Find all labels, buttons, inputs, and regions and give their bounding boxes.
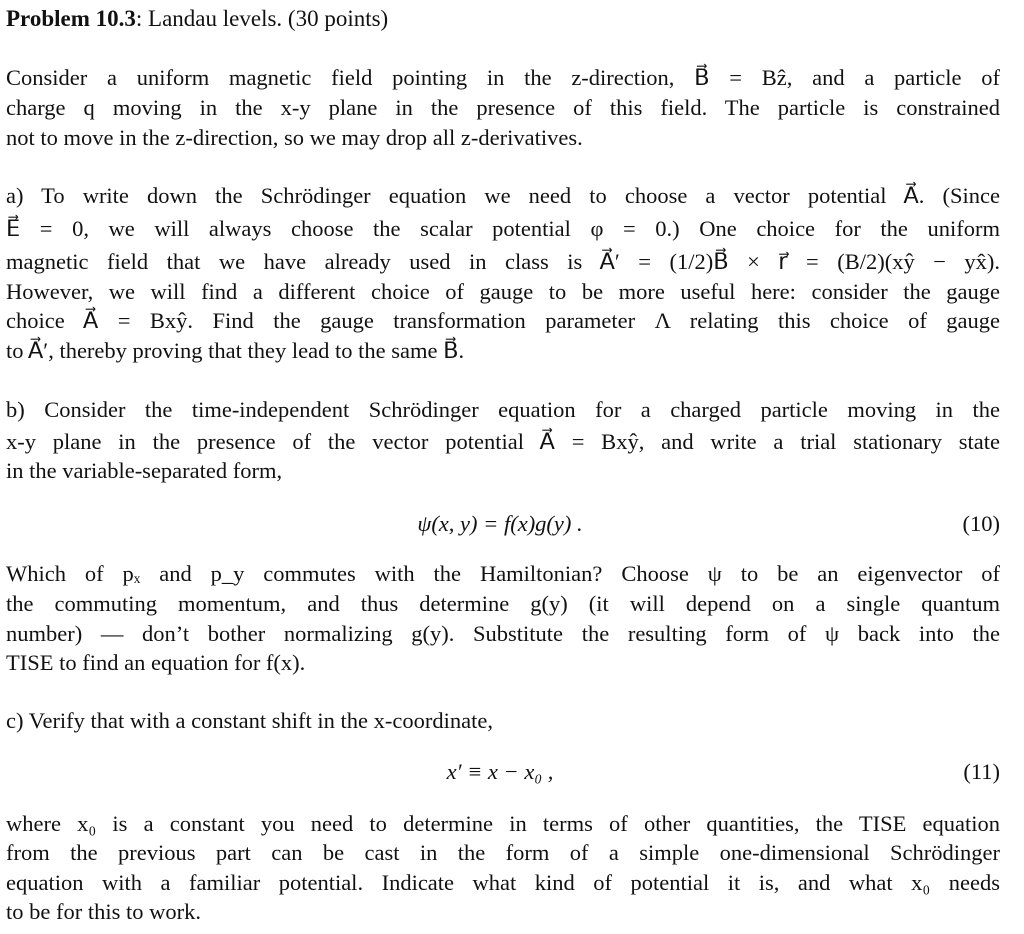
intro-line-1: Consider a uniform magnetic field pointing in the z-direction, B⃗ = Bẑ, and a particle of xyxy=(6,65,1000,90)
part-a-line-2: E⃗ = 0, we will always choose the scalar potential φ = 0.) One choice for the uniform xyxy=(6,216,1000,241)
part-b2-line-3: number) — don’t bother normalizing g(y). Substitute the resulting form of ψ back into the xyxy=(6,621,1000,646)
part-c-line-1: c) Verify that with a constant shift in the x-coordinate, xyxy=(6,708,493,733)
intro-line-3: not to move in the z-direction, so we may drop all z-derivatives. xyxy=(6,125,583,150)
part-c2-line-4: to be for this to work. xyxy=(6,899,201,924)
intro-line-2: charge q moving in the x-y plane in the presence of this field. The particle is constrained xyxy=(6,95,1000,120)
part-a-line-5: choice A⃗ = Bxŷ. Find the gauge transformation parameter Λ relating this choice of gauge xyxy=(6,308,1000,333)
part-b2-line-1: Which of pₓ and p_y commutes with the Hamiltonian? Choose ψ to be an eigenvector of xyxy=(6,561,1000,586)
problem-label: Problem 10.3 xyxy=(6,6,136,31)
problem-heading xyxy=(6,4,1000,34)
part-a-line-4: However, we will find a different choice of gauge to be more useful here: consider the gauge xyxy=(6,279,1000,304)
problem-title: : Landau levels. (30 points) xyxy=(135,6,389,31)
part-b2-line-4: TISE to find an equation for f(x). xyxy=(6,650,306,675)
part-b-line-2: x-y plane in the presence of the vector potential A⃗ = Bxŷ, and write a trial stationary state xyxy=(6,429,1000,454)
part-a-line-6: to A⃗′, thereby proving that they lead to the same B⃗. xyxy=(6,338,465,363)
equation-10-body: ψ(x, y) = f(x)g(y) . xyxy=(417,511,583,536)
part-a-line-3: magnetic field that we have already used in class is A⃗′ = (1/2)B⃗ × r⃗ = (B/2)(xŷ − yx̂). xyxy=(6,249,1000,274)
part-a-line-1: a) To write down the Schrödinger equation we need to choose a vector potential A⃗. (Since xyxy=(6,183,1000,208)
part-c2-line-2: from the previous part can be cast in the form of a simple one-dimensional Schrödinger xyxy=(6,840,1000,865)
equation-11-number: (11) xyxy=(963,759,1000,784)
equation-10-number: (10) xyxy=(962,511,1000,536)
equation-11-body: x′ ≡ x − x₀ , xyxy=(446,759,554,784)
part-b-line-1: b) Consider the time-independent Schrödinger equation for a charged particle moving in the xyxy=(6,397,1000,422)
part-c2-line-3: equation with a familiar potential. Indicate what kind of potential it is, and what x₀ needs xyxy=(6,870,1000,895)
part-c2-line-1: where x₀ is a constant you need to determine in terms of other quantities, the TISE equation xyxy=(6,811,1000,836)
part-b-line-3: in the variable-separated form, xyxy=(6,458,283,483)
part-b2-line-2: the commuting momentum, and thus determine g(y) (it will depend on a single quantum xyxy=(6,591,1000,616)
